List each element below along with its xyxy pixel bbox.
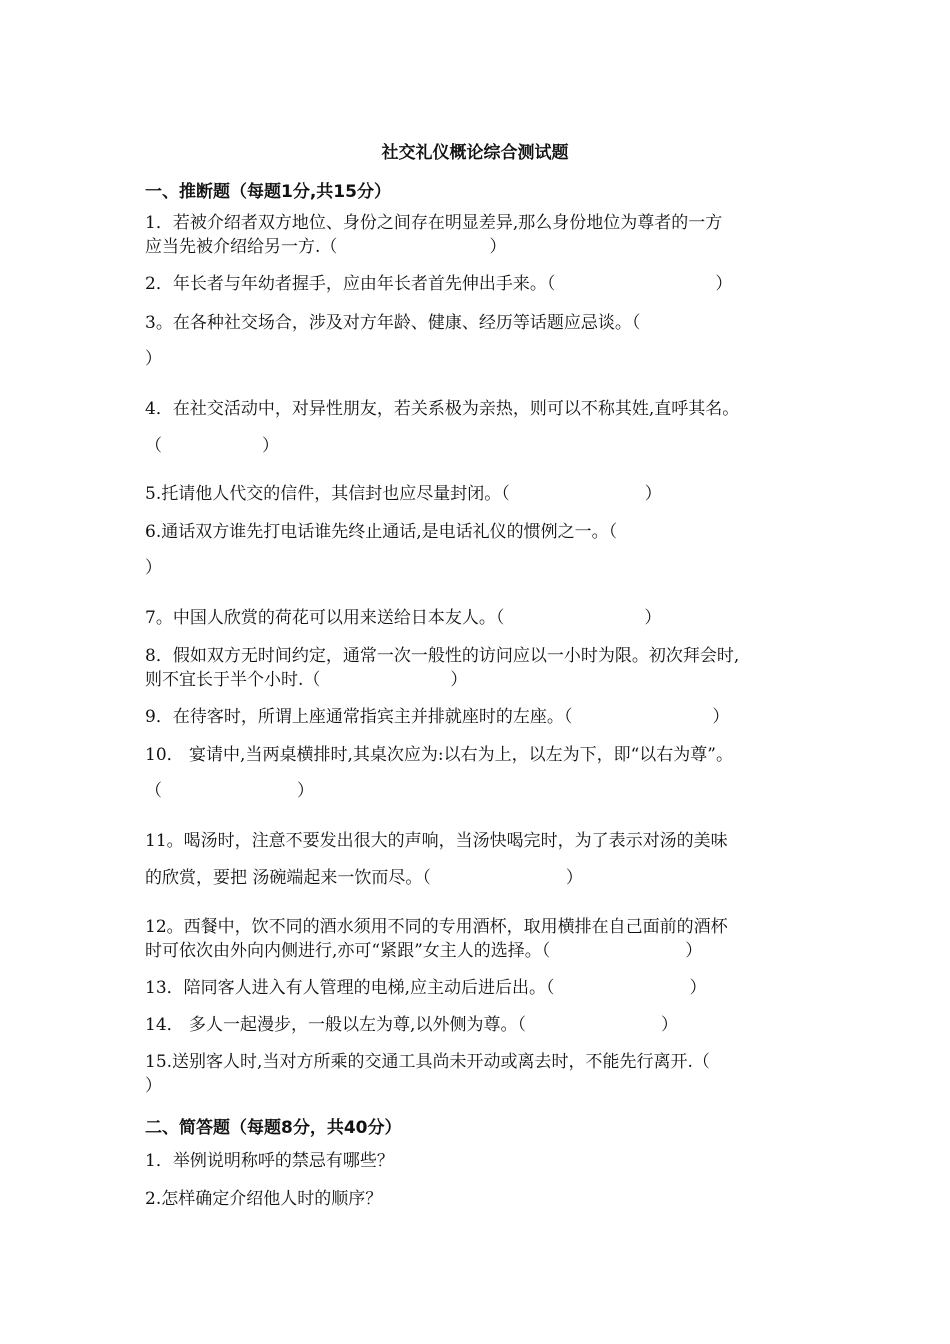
question-8-line-2: 则不宜长于半个小时.（ ） [145, 670, 468, 690]
question-11-line-1: 11。喝汤时，注意不要发出很大的声响，当汤快喝完时，为了表示对汤的美味 [145, 831, 728, 851]
question-3-line-1: 3。在各种社交场合，涉及对方年龄、健康、经历等话题应忌谈。（ [145, 313, 641, 333]
short-answer-question-1: 1．举例说明称呼的禁忌有哪些？ [145, 1151, 394, 1171]
question-15-line-1: 15.送别客人时,当对方所乘的交通工具尚未开动或离去时，不能先行离开.（ [145, 1052, 710, 1072]
question-1-line-2: 应当先被介绍给另一方.（ ） [145, 237, 507, 257]
question-2: 2．年长者与年幼者握手，应由年长者首先伸出手来。（ ） [145, 274, 733, 294]
question-1-line-1: 1．若被介绍者双方地位、身份之间存在明显差异,那么身份地位为尊者的一方 [145, 213, 723, 233]
question-6-line-1: 6.通话双方谁先打电话谁先终止通话,是电话礼仪的惯例之一。（ [145, 522, 618, 542]
question-8-line-1: 8．假如双方无时间约定，通常一次一般性的访问应以一小时为限。初次拜会时, [145, 646, 740, 666]
question-11-line-2: 的欣赏，要把 汤碗端起来一饮而尽。（ ） [145, 868, 583, 888]
question-10-line-2: （ ） [145, 781, 314, 801]
section-1-heading: 一、推断题（每题1分,共15分） [145, 182, 391, 202]
section-2-heading: 二、简答题（每题8分，共40分） [145, 1118, 402, 1138]
short-answer-question-2: 2.怎样确定介绍他人时的顺序？ [145, 1189, 383, 1209]
question-13: 13．陪同客人进入有人管理的电梯,应主动后进后出。（ ） [145, 978, 707, 998]
question-5: 5.托请他人代交的信件，其信封也应尽量封闭。（ ） [145, 484, 662, 504]
question-10-line-1: 10． 宴请中,当两桌横排时,其桌次应为:以右为上，以左为下，即“以右为尊”。 [145, 745, 733, 765]
question-3-line-2: ） [145, 349, 162, 369]
page-title: 社交礼仪概论综合测试题 [381, 143, 569, 163]
question-14: 14． 多人一起漫步，一般以左为尊,以外侧为尊。（ ） [145, 1015, 678, 1035]
question-6-line-2: ） [145, 558, 162, 578]
question-7: 7。中国人欣赏的荷花可以用来送给日本友人。（ ） [145, 608, 662, 628]
question-4-line-1: 4．在社交活动中，对异性朋友，若关系极为亲热，则可以不称其姓,直呼其名。 [145, 399, 740, 419]
question-12-line-2: 时可依次由外向内侧进行,亦可“紧跟”女主人的选择。（ ） [145, 941, 703, 961]
question-9: 9．在待客时，所谓上座通常指宾主并排就座时的左座。（ ） [145, 707, 730, 727]
question-12-line-1: 12。西餐中，饮不同的酒水须用不同的专用酒杯，取用横排在自己面前的酒杯 [145, 917, 728, 937]
question-4-line-2: （ ） [145, 436, 279, 456]
question-15-line-2: ） [145, 1076, 162, 1096]
